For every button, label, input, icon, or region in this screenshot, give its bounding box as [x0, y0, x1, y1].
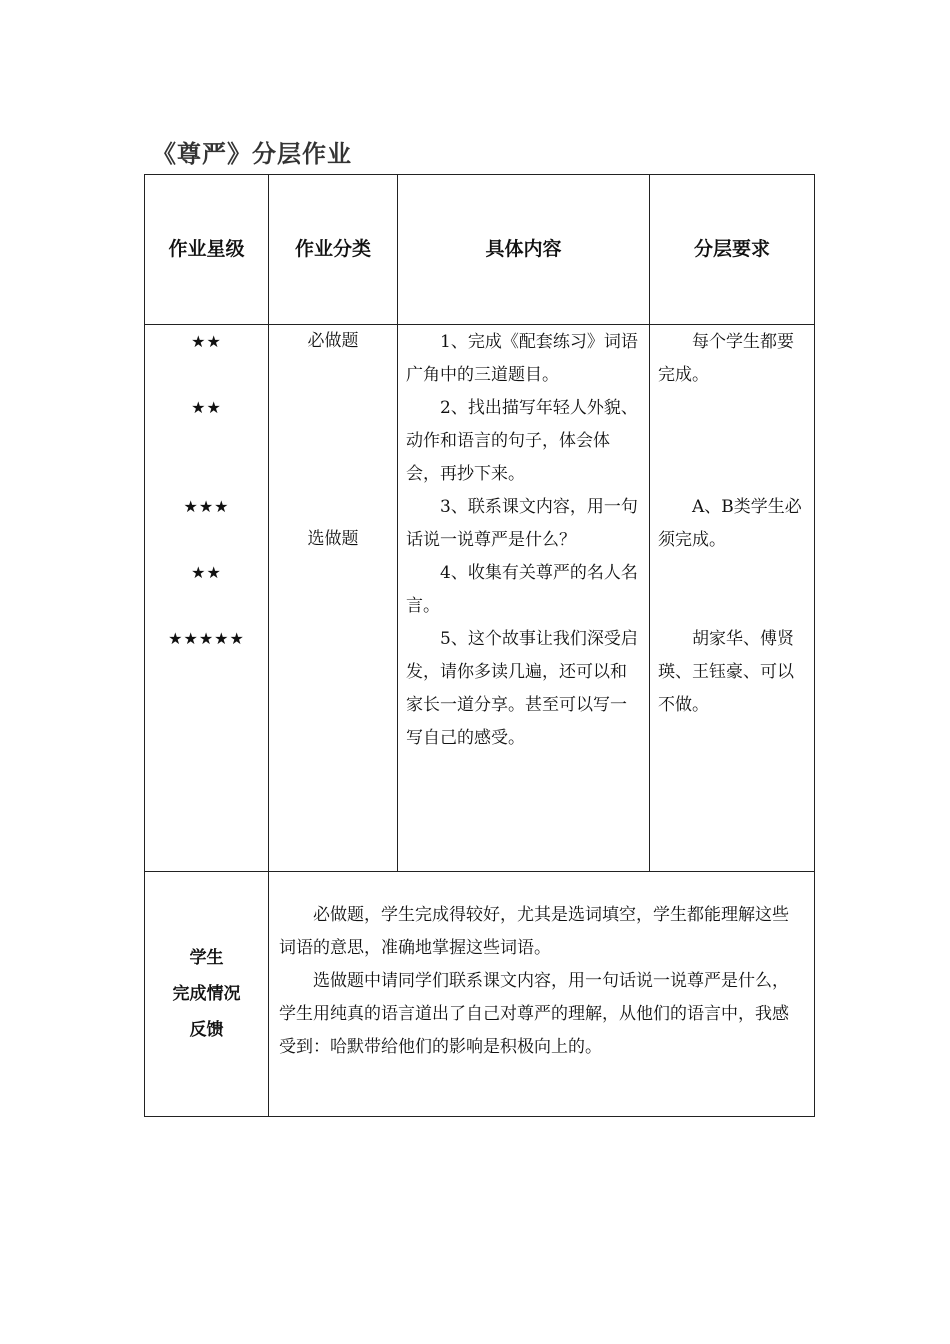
header-requirement: 分层要求 [650, 175, 815, 325]
feedback-paragraph-2: 选做题中请同学们联系课文内容，用一句话说一说尊严是什么，学生用纯真的语言道出了自己对尊严的理解，从他们的语言中，我感受到：哈默带给他们的影响是积极向上的。 [279, 971, 789, 1057]
requirement-cell [650, 325, 815, 872]
content-item-4: 4、收集有关尊严的名人名言。 [406, 563, 638, 616]
header-category: 作业分类 [269, 175, 398, 325]
feedback-label-line1: 学生 [189, 948, 224, 968]
content-item-1: 1、完成《配套练习》词语广角中的三道题目。 [406, 332, 638, 385]
feedback-label-line3: 反馈 [189, 1020, 224, 1040]
content-item-3: 3、联系课文内容，用一句话说一说尊严是什么？ [406, 497, 638, 550]
feedback-label-line2: 完成情况 [172, 984, 241, 1004]
stars-cell [145, 325, 269, 872]
requirement-3: 胡家华、傅贤瑛、王钰豪、可以不做。 [658, 629, 794, 715]
category-optional: 选做题 [307, 529, 359, 549]
homework-table [144, 174, 815, 1117]
content-item-2: 2、找出描写年轻人外貌、动作和语言的句子，体会体会，再抄下来。 [406, 398, 638, 484]
content-item-5: 5、这个故事让我们深受启发，请你多读几遍，还可以和家长一道分享。甚至可以写一写自己的感受。 [406, 629, 638, 748]
requirement-1: 每个学生都要完成。 [658, 332, 794, 385]
page-title: 《尊严》分层作业 [152, 140, 352, 168]
header-content: 具体内容 [398, 175, 650, 325]
star-rating-1: ★★ [191, 332, 222, 351]
star-rating-4: ★★ [191, 563, 222, 582]
requirement-2: A、B类学生必须完成。 [658, 497, 802, 550]
header-row [145, 175, 815, 325]
feedback-label [145, 872, 269, 1117]
feedback-content [269, 872, 815, 1117]
feedback-row [145, 872, 815, 1117]
content-row [145, 325, 815, 872]
star-rating-3: ★★★ [183, 497, 230, 516]
content-cell [398, 325, 650, 872]
category-cell [269, 325, 398, 872]
category-required: 必做题 [307, 331, 359, 351]
header-stars: 作业星级 [145, 175, 269, 325]
star-rating-5: ★★★★★ [168, 629, 245, 648]
star-rating-2: ★★ [191, 398, 222, 417]
feedback-paragraph-1: 必做题，学生完成得较好，尤其是选词填空，学生都能理解这些词语的意思，准确地掌握这些词语。 [279, 905, 789, 958]
